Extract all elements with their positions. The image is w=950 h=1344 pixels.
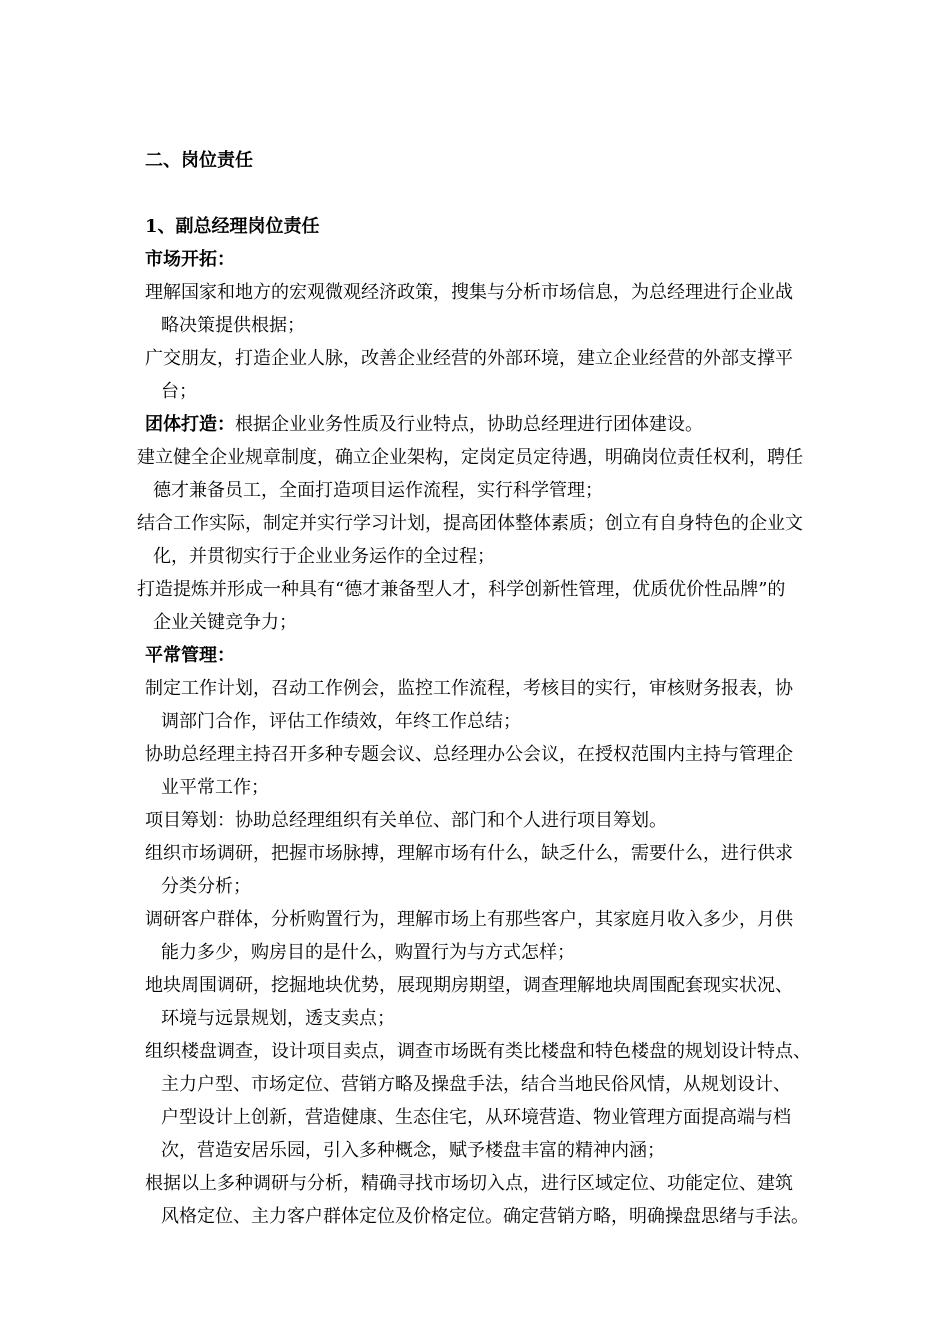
market-paragraph-1-line-1: 理解国家和地方的宏观微观经济政策，搜集与分析市场信息，为总经理进行企业战 — [145, 282, 793, 303]
team-paragraph-3-line-1: 打造提炼并形成一种具有“德才兼备型人才，科学创新性管理，优质优价性品牌”的 — [137, 579, 786, 600]
daily-paragraph-8-line-2: 风格定位、主力客户群体定位及价格定位。确定营销方略，明确操盘思绪与手法。 — [161, 1206, 809, 1227]
daily-paragraph-5-line-1: 调研客户群体，分析购置行为，理解市场上有那些客户，其家庭月收入多少，月供 — [145, 909, 793, 930]
daily-paragraph-2-line-1: 协助总经理主持召开多种专题会议、总经理办公会议，在授权范围内主持与管理企 — [145, 744, 793, 765]
section-title: 二、岗位责任 — [145, 150, 253, 171]
daily-paragraph-4-line-1: 组织市场调研，把握市场脉搏，理解市场有什么，缺乏什么，需要什么，进行供求 — [145, 843, 793, 864]
market-paragraph-1-line-2: 略决策提供根据； — [161, 315, 305, 336]
daily-heading: 平常管理： — [145, 645, 235, 666]
daily-paragraph-3-line-1: 项目筹划：协助总经理组织有关单位、部门和个人进行项目筹划。 — [145, 810, 667, 831]
daily-paragraph-7-line-1: 组织楼盘调查，设计项目卖点，调查市场既有类比楼盘和特色楼盘的规划设计特点、 — [145, 1041, 811, 1062]
market-paragraph-2-line-2: 台； — [161, 381, 197, 402]
daily-paragraph-5-line-2: 能力多少，购房目的是什么，购置行为与方式怎样； — [161, 942, 575, 963]
daily-paragraph-7-line-3: 户型设计上创新，营造健康、生态住宅，从环境营造、物业管理方面提高端与档 — [161, 1107, 791, 1128]
team-paragraph-1-line-2: 德才兼备员工，全面打造项目运作流程，实行科学管理； — [153, 480, 603, 501]
team-heading-line — [145, 413, 703, 437]
team-paragraph-2-line-2: 化，并贯彻实行于企业业务运作的全过程； — [153, 546, 495, 567]
team-paragraph-3-line-2: 企业关键竞争力； — [153, 612, 297, 633]
team-heading-text: 根据企业业务性质及行业特点，协助总经理进行团体建设。 — [235, 414, 703, 435]
daily-paragraph-2-line-2: 业平常工作； — [161, 777, 269, 798]
team-paragraph-1-line-1: 建立健全企业规章制度，确立企业架构，定岗定员定待遇，明确岗位责任权利，聘任 — [137, 447, 803, 468]
daily-paragraph-8-line-1: 根据以上多种调研与分析，精确寻找市场切入点，进行区域定位、功能定位、建筑 — [145, 1173, 793, 1194]
daily-paragraph-1-line-1: 制定工作计划，召动工作例会，监控工作流程，考核目的实行，审核财务报表，协 — [145, 678, 793, 699]
market-paragraph-2-line-1: 广交朋友，打造企业人脉，改善企业经营的外部环境，建立企业经营的外部支撑平 — [145, 348, 793, 369]
daily-paragraph-1-line-2: 调部门合作，评估工作绩效，年终工作总结； — [161, 711, 521, 732]
market-heading: 市场开拓： — [145, 249, 235, 270]
daily-paragraph-7-line-2: 主力户型、市场定位、营销方略及操盘手法，结合当地民俗风情，从规划设计、 — [161, 1074, 791, 1095]
daily-paragraph-6-line-1: 地块周围调研，挖掘地块优势，展现期房期望，调查理解地块周围配套现实状况、 — [145, 975, 793, 996]
subsection-title: 1、副总经理岗位责任 — [145, 216, 320, 237]
daily-paragraph-7-line-4: 次，营造安居乐园，引入多种概念，赋予楼盘丰富的精神内涵； — [161, 1140, 665, 1161]
team-heading: 团体打造： — [145, 414, 235, 435]
team-paragraph-2-line-1: 结合工作实际，制定并实行学习计划，提高团体整体素质；创立有自身特色的企业文 — [137, 513, 803, 534]
daily-paragraph-6-line-2: 环境与远景规划，透支卖点； — [161, 1008, 395, 1029]
daily-paragraph-4-line-2: 分类分析； — [161, 876, 251, 897]
